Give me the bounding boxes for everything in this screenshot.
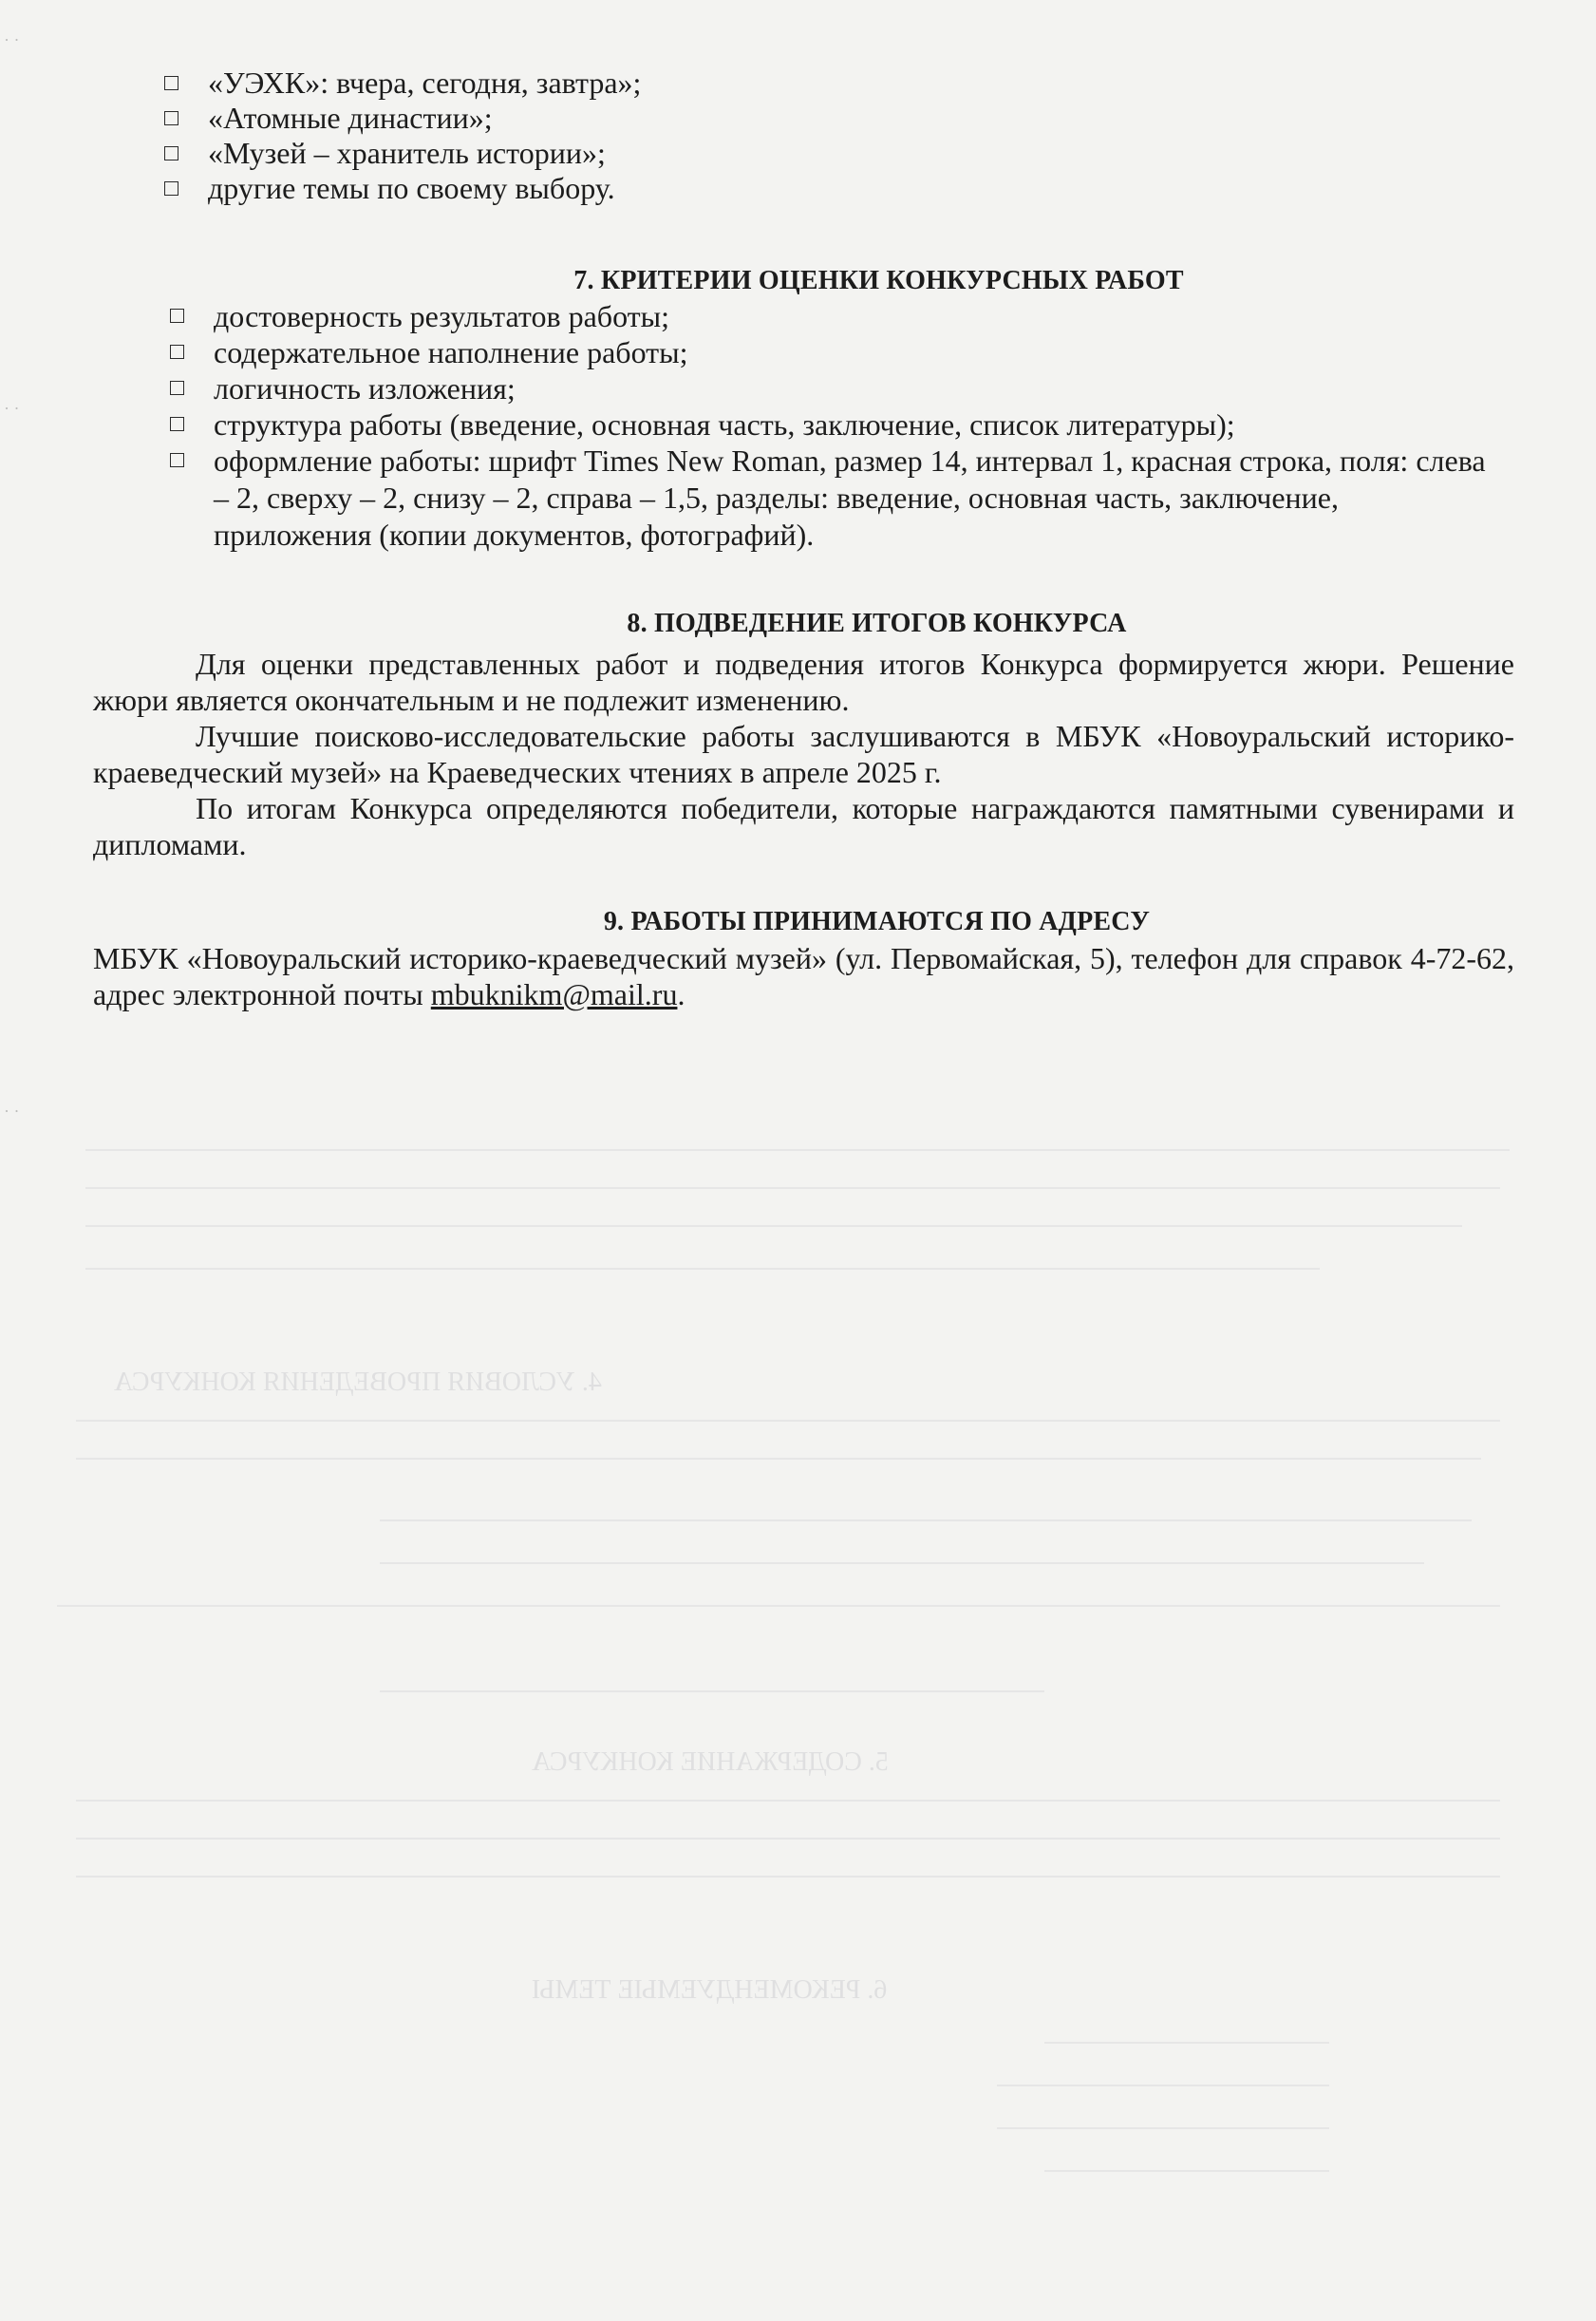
section-heading-criteria: 7. КРИТЕРИИ ОЦЕНКИ КОНКУРСНЫХ РАБОТ [573, 266, 1184, 295]
list-item: «Атомные династии»; [208, 101, 1062, 136]
bleed-through-line [380, 1562, 1424, 1564]
checkbox-bullet-icon [170, 381, 184, 395]
margin-mark: · · [4, 1102, 20, 1121]
bleed-through-line [380, 1690, 1044, 1692]
section-heading-results: 8. ПОДВЕДЕНИЕ ИТОГОВ КОНКУРСА [627, 609, 1127, 638]
checkbox-bullet-icon [164, 111, 178, 125]
email-link[interactable]: mbuknikm@mail.ru [430, 977, 678, 1011]
bleed-through-line [76, 1838, 1500, 1840]
criteria-list [214, 298, 1495, 554]
margin-mark: · · [4, 30, 20, 49]
checkbox-bullet-icon [170, 453, 184, 467]
bleed-through-line [1044, 2042, 1329, 2044]
bleed-through-line [85, 1149, 1510, 1151]
bleed-through-text: 4. УСЛОВИЯ ПРОВЕДЕНИЯ КОНКУРСА [114, 1368, 602, 1397]
paragraph-jury: Для оценки представленных работ и подведения итогов Конкурса формируется жюри. Решение жюри является окончательным и не подлежит изменению. [93, 647, 1514, 717]
list-item: логичность изложения; [214, 370, 1495, 406]
bleed-through-line [76, 1876, 1500, 1878]
list-item: другие темы по своему выбору. [208, 171, 1062, 206]
bleed-through-line [85, 1225, 1462, 1227]
list-item: оформление работы: шрифт Times New Roman, размер 14, интервал 1, красная строка, поля: слева – 2, сверху – 2, снизу – 2, справа – 1,5, разделы: введение, основная часть, заключение, приложения (копии документов, фотографий). [214, 443, 1495, 554]
checkbox-bullet-icon [164, 181, 178, 196]
bleed-through-line [85, 1187, 1500, 1189]
bleed-through-line [997, 2085, 1329, 2086]
checkbox-bullet-icon [164, 146, 178, 160]
paragraph-winners: По итогам Конкурса определяются победители, которые награждаются памятными сувенирами и дипломами. [93, 791, 1514, 861]
bleed-through-text: 6. РЕКОМЕНДУЕМЫЕ ТЕМЫ [532, 1975, 888, 2005]
checkbox-bullet-icon [170, 417, 184, 431]
bleed-through-line [57, 1605, 1500, 1607]
checkbox-bullet-icon [170, 345, 184, 359]
section-heading-address: 9. РАБОТЫ ПРИНИМАЮТСЯ ПО АДРЕСУ [603, 907, 1151, 936]
list-item: структура работы (введение, основная часть, заключение, список литературы); [214, 406, 1495, 443]
paragraph-address: МБУК «Новоуральский историко-краеведческий музей» (ул. Первомайская, 5), телефон для справок 4-72-62, адрес электронной почты mbuknikm@mail.ru. [93, 941, 1514, 1011]
list-item: «УЭХК»: вчера, сегодня, завтра»; [208, 66, 1062, 101]
bleed-through-line [380, 1519, 1472, 1521]
bleed-through-text: 5. СОДЕРЖАНИЕ КОНКУРСА [532, 1747, 889, 1777]
bleed-through-line [76, 1420, 1500, 1422]
list-item: содержательное наполнение работы; [214, 334, 1495, 370]
checkbox-bullet-icon [164, 76, 178, 90]
margin-mark: · · [4, 399, 20, 418]
paragraph-best-works: Лучшие поисково-исследовательские работы заслушиваются в МБУК «Новоуральский историко-краеведческий музей» на Краеведческих чтениях в апреле 2025 г. [93, 719, 1514, 789]
checkbox-bullet-icon [170, 309, 184, 323]
themes-list [208, 66, 1062, 206]
bleed-through-line [85, 1268, 1320, 1270]
list-item: «Музей – хранитель истории»; [208, 136, 1062, 171]
bleed-through-line [997, 2127, 1329, 2129]
list-item: достоверность результатов работы; [214, 298, 1495, 334]
bleed-through-line [76, 1458, 1481, 1460]
bleed-through-line [76, 1800, 1500, 1802]
bleed-through-line [1044, 2170, 1329, 2172]
